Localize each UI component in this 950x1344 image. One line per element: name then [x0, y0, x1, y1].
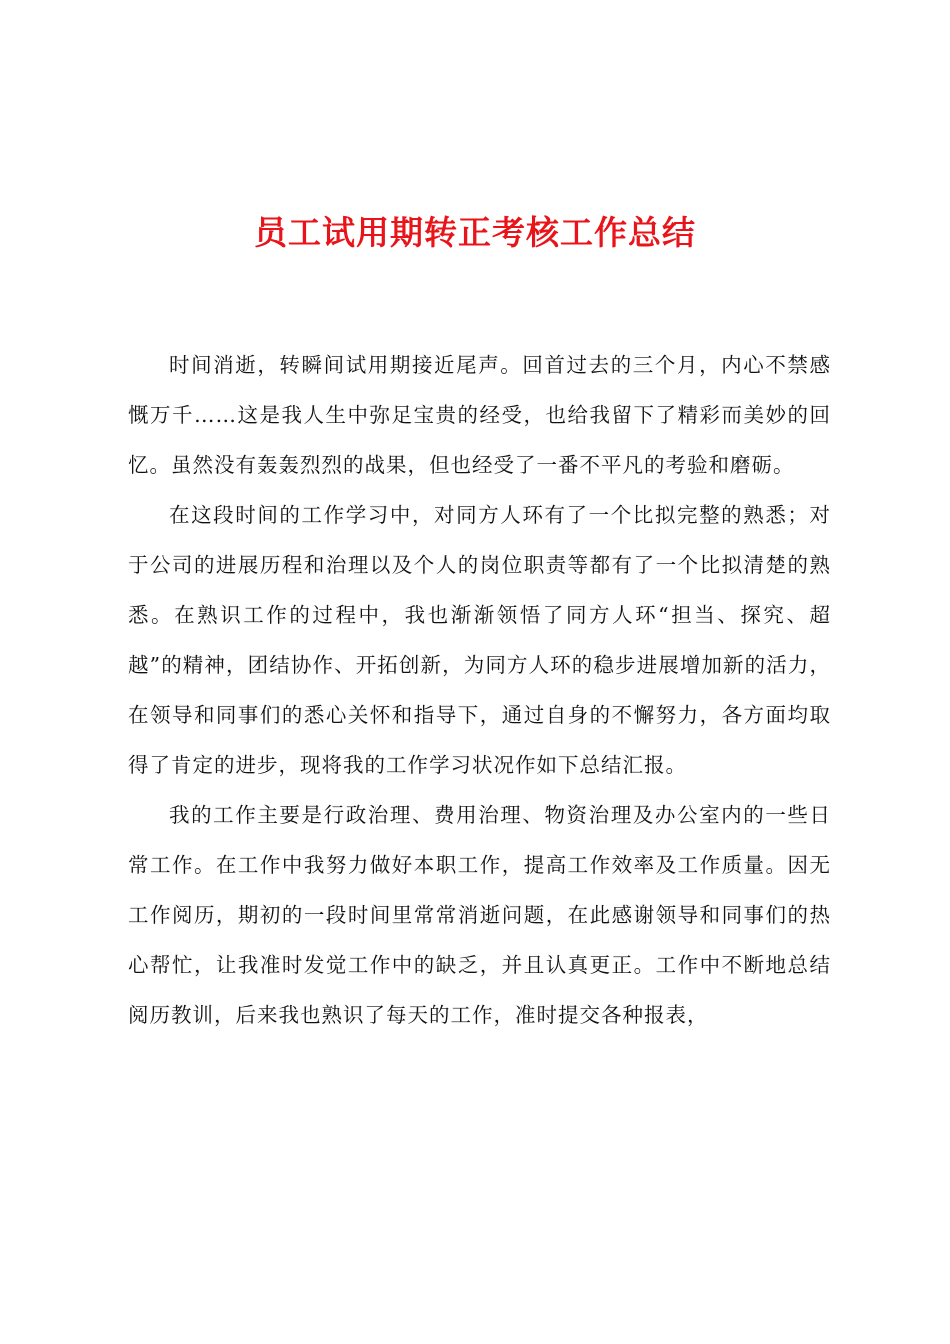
- paragraph-2: 在这段时间的工作学习中，对同方人环有了一个比拟完整的熟悉；对于公司的进展历程和治理以及个人的岗位职责等都有了一个比拟清楚的熟悉。在熟识工作的过程中，我也渐渐领悟了同方人环“担当、探究、超越”的精神，团结协作、开拓创新，为同方人环的稳步进展增加新的活力，在领导和同事们的悉心关怀和指导下，通过自身的不懈努力，各方面均取得了肯定的进步，现将我的工作学习状况作如下总结汇报。: [128, 503, 831, 777]
- document-title: 员工试用期转正考核工作总结: [254, 213, 696, 252]
- paragraph-3: 我的工作主要是行政治理、费用治理、物资治理及办公室内的一些日常工作。在工作中我努力做好本职工作，提高工作效率及工作质量。因无工作阅历，期初的一段时间里常常消逝问题，在此感谢领导和同事们的热心帮忙，让我准时发觉工作中的缺乏，并且认真更正。工作中不断地总结阅历教训，后来我也熟识了每天的工作，准时提交各种报表，: [128, 803, 831, 1027]
- paragraph-1: 时间消逝，转瞬间试用期接近尾声。回首过去的三个月，内心不禁感慨万千……这是我人生中弥足宝贵的经受，也给我留下了精彩而美妙的回忆。虽然没有轰轰烈烈的战果，但也经受了一番不平凡的考验和磨砺。: [128, 353, 831, 477]
- document-body: [128, 340, 831, 1040]
